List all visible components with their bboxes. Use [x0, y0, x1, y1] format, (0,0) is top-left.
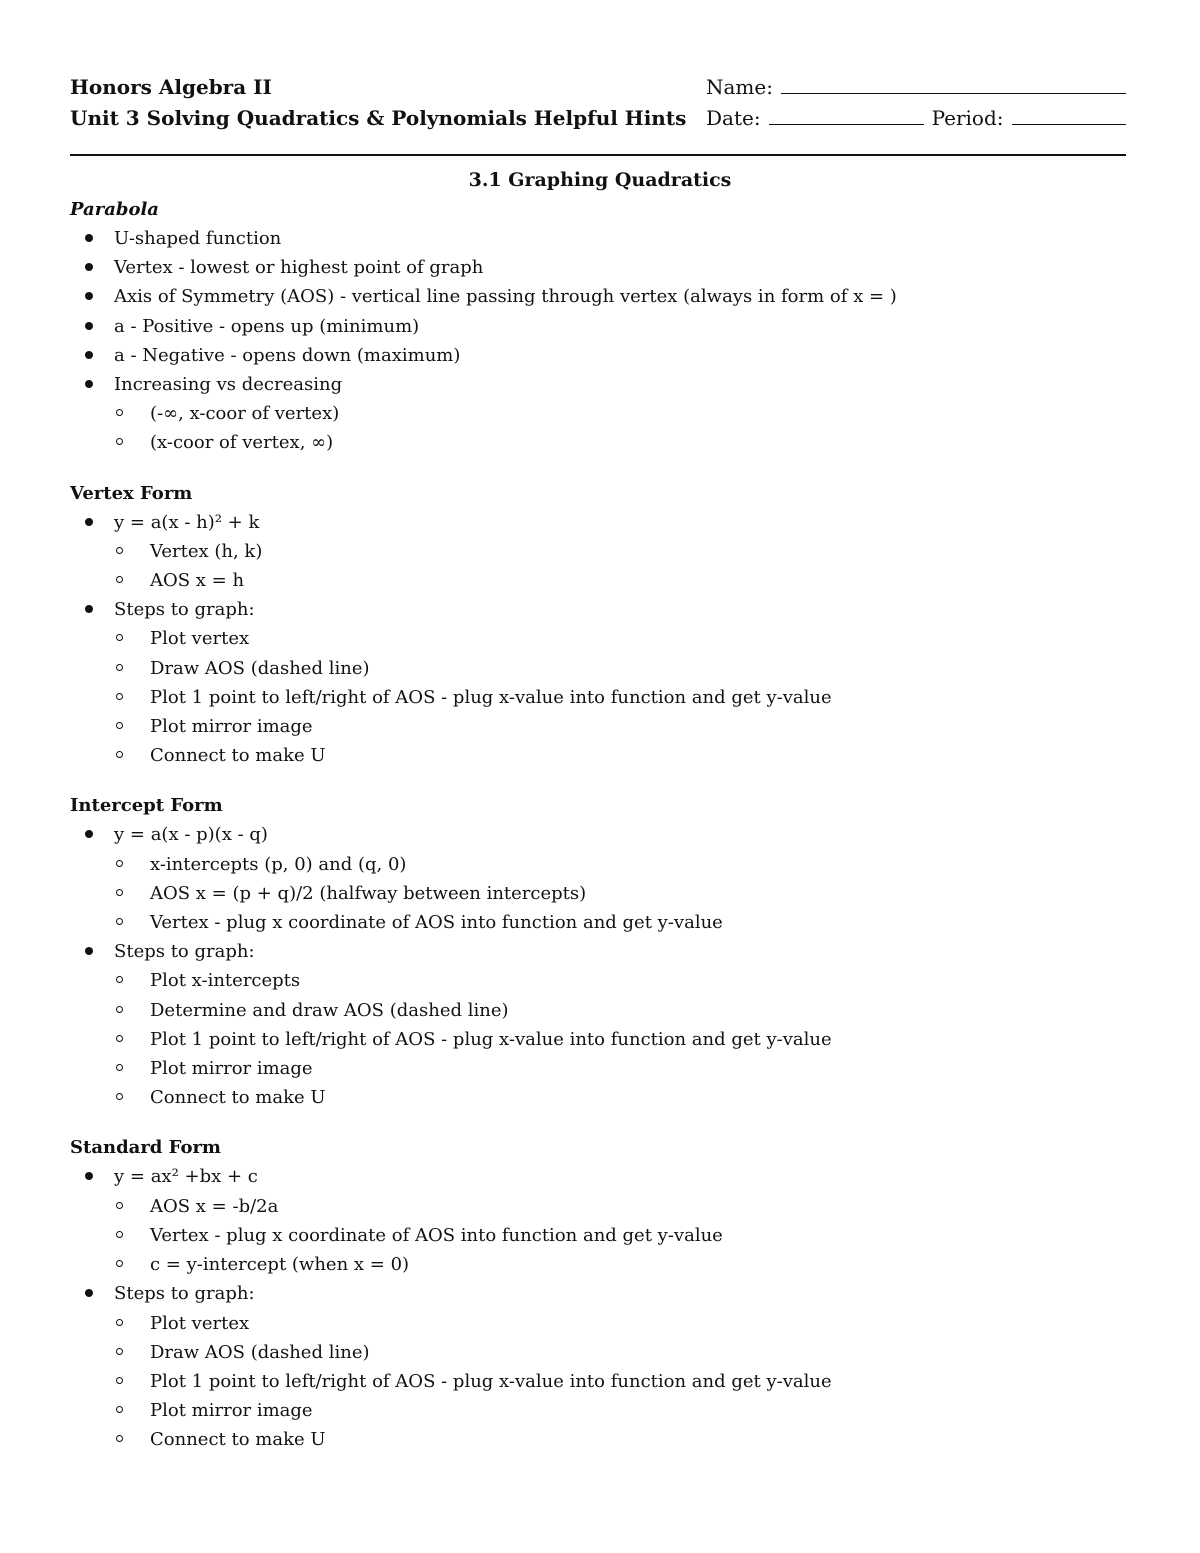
- sub-list-item: Plot 1 point to left/right of AOS - plug x-value into function and get y-value: [70, 1367, 1130, 1396]
- sub-list-item: Plot mirror image: [70, 712, 1130, 741]
- circle-bullet-icon: [116, 751, 123, 758]
- circle-bullet-icon: [116, 1406, 123, 1413]
- sub-list-item: Draw AOS (dashed line): [70, 1338, 1130, 1367]
- circle-bullet-icon: [116, 1035, 123, 1042]
- sub-list-item: Connect to make U: [70, 1425, 1130, 1454]
- circle-bullet-icon: [116, 1006, 123, 1013]
- circle-bullet-icon: [116, 1064, 123, 1071]
- name-row: [706, 72, 1126, 103]
- circle-bullet-icon: [116, 1435, 123, 1442]
- bullet-icon: [85, 234, 93, 242]
- date-label: Date:: [706, 106, 761, 130]
- section-title: 3.1 Graphing Quadratics: [468, 169, 732, 191]
- sub-list-item: (x-coor of vertex, ∞): [70, 428, 1130, 457]
- circle-bullet-icon: [116, 976, 123, 983]
- sub-list-item: Plot vertex: [70, 1309, 1130, 1338]
- bullet-icon: [85, 380, 93, 388]
- list-item: U-shaped function: [70, 224, 1130, 253]
- list-item: Steps to graph:: [70, 937, 1130, 966]
- list-item: [70, 508, 1130, 537]
- sub-list-item: (-∞, x-coor of vertex): [70, 399, 1130, 428]
- circle-bullet-icon: [116, 409, 123, 416]
- circle-bullet-icon: [116, 1348, 123, 1355]
- sub-list-item: Vertex (h, k): [70, 537, 1130, 566]
- circle-bullet-icon: [116, 1093, 123, 1100]
- date-field[interactable]: [769, 106, 924, 125]
- list-item: a - Negative - opens down (maximum): [70, 341, 1130, 370]
- bullet-icon: [85, 605, 93, 613]
- document-header: [70, 72, 686, 134]
- sub-list-item: Connect to make U: [70, 1083, 1130, 1112]
- student-info: [706, 72, 1126, 134]
- list-item: a - Positive - opens up (minimum): [70, 312, 1130, 341]
- circle-bullet-icon: [116, 634, 123, 641]
- sub-list-item: Plot x-intercepts: [70, 966, 1130, 995]
- sub-list-item: Plot mirror image: [70, 1054, 1130, 1083]
- list-item: [70, 1162, 1130, 1191]
- bullet-icon: [85, 1172, 93, 1180]
- notes-body: [70, 166, 1130, 1455]
- sub-list-item: AOS x = (p + q)/2 (halfway between intercepts): [70, 879, 1130, 908]
- course-title: Honors Algebra II: [70, 75, 272, 99]
- list-item: Vertex - lowest or highest point of graph: [70, 253, 1130, 282]
- sub-list-item: c = y-intercept (when x = 0): [70, 1250, 1130, 1279]
- header-divider: [70, 154, 1126, 156]
- circle-bullet-icon: [116, 1260, 123, 1267]
- bullet-icon: [85, 1289, 93, 1297]
- period-label: Period:: [931, 106, 1004, 130]
- circle-bullet-icon: [116, 1231, 123, 1238]
- unit-title: Unit 3 Solving Quadratics & Polynomials Helpful Hints: [70, 106, 687, 130]
- circle-bullet-icon: [116, 1202, 123, 1209]
- sub-list-item: x-intercepts (p, 0) and (q, 0): [70, 850, 1130, 879]
- bullet-icon: [85, 947, 93, 955]
- equation: y = a(x - p)(x - q): [114, 824, 268, 846]
- circle-bullet-icon: [116, 889, 123, 896]
- name-label: Name:: [706, 75, 773, 99]
- bullet-icon: [85, 263, 93, 271]
- parabola-heading: Parabola: [70, 199, 159, 220]
- bullet-icon: [85, 292, 93, 300]
- sub-list-item: Plot 1 point to left/right of AOS - plug x-value into function and get y-value: [70, 1025, 1130, 1054]
- sub-list-item: Plot mirror image: [70, 1396, 1130, 1425]
- circle-bullet-icon: [116, 438, 123, 445]
- circle-bullet-icon: [116, 860, 123, 867]
- equation: y = ax² +bx + c: [114, 1166, 258, 1188]
- standard-form-heading: Standard Form: [70, 1137, 221, 1159]
- sub-list-item: Vertex - plug x coordinate of AOS into function and get y-value: [70, 1221, 1130, 1250]
- sub-list-item: AOS x = h: [70, 566, 1130, 595]
- bullet-icon: [85, 518, 93, 526]
- circle-bullet-icon: [116, 576, 123, 583]
- circle-bullet-icon: [116, 918, 123, 925]
- bullet-icon: [85, 351, 93, 359]
- sub-list-item: Connect to make U: [70, 741, 1130, 770]
- sub-list-item: Draw AOS (dashed line): [70, 654, 1130, 683]
- list-item: [70, 820, 1130, 849]
- vertex-form-heading: Vertex Form: [70, 482, 193, 504]
- name-field[interactable]: [781, 75, 1126, 94]
- sub-list-item: Plot 1 point to left/right of AOS - plug x-value into function and get y-value: [70, 683, 1130, 712]
- sub-list-item: Determine and draw AOS (dashed line): [70, 996, 1130, 1025]
- intercept-form-heading: Intercept Form: [70, 795, 223, 817]
- circle-bullet-icon: [116, 664, 123, 671]
- sub-list-item: Vertex - plug x coordinate of AOS into function and get y-value: [70, 908, 1130, 937]
- date-period-row: [706, 103, 1126, 134]
- list-item: Axis of Symmetry (AOS) - vertical line passing through vertex (always in form of x = ): [70, 282, 1130, 311]
- circle-bullet-icon: [116, 1319, 123, 1326]
- sub-list-item: Plot vertex: [70, 624, 1130, 653]
- list-item: Increasing vs decreasing: [70, 370, 1130, 399]
- list-item: Steps to graph:: [70, 1279, 1130, 1308]
- circle-bullet-icon: [116, 1377, 123, 1384]
- bullet-icon: [85, 830, 93, 838]
- circle-bullet-icon: [116, 693, 123, 700]
- sub-list-item: AOS x = -b/2a: [70, 1192, 1130, 1221]
- equation: y = a(x - h)² + k: [114, 511, 260, 533]
- period-field[interactable]: [1012, 106, 1126, 125]
- bullet-icon: [85, 322, 93, 330]
- circle-bullet-icon: [116, 722, 123, 729]
- circle-bullet-icon: [116, 547, 123, 554]
- list-item: Steps to graph:: [70, 595, 1130, 624]
